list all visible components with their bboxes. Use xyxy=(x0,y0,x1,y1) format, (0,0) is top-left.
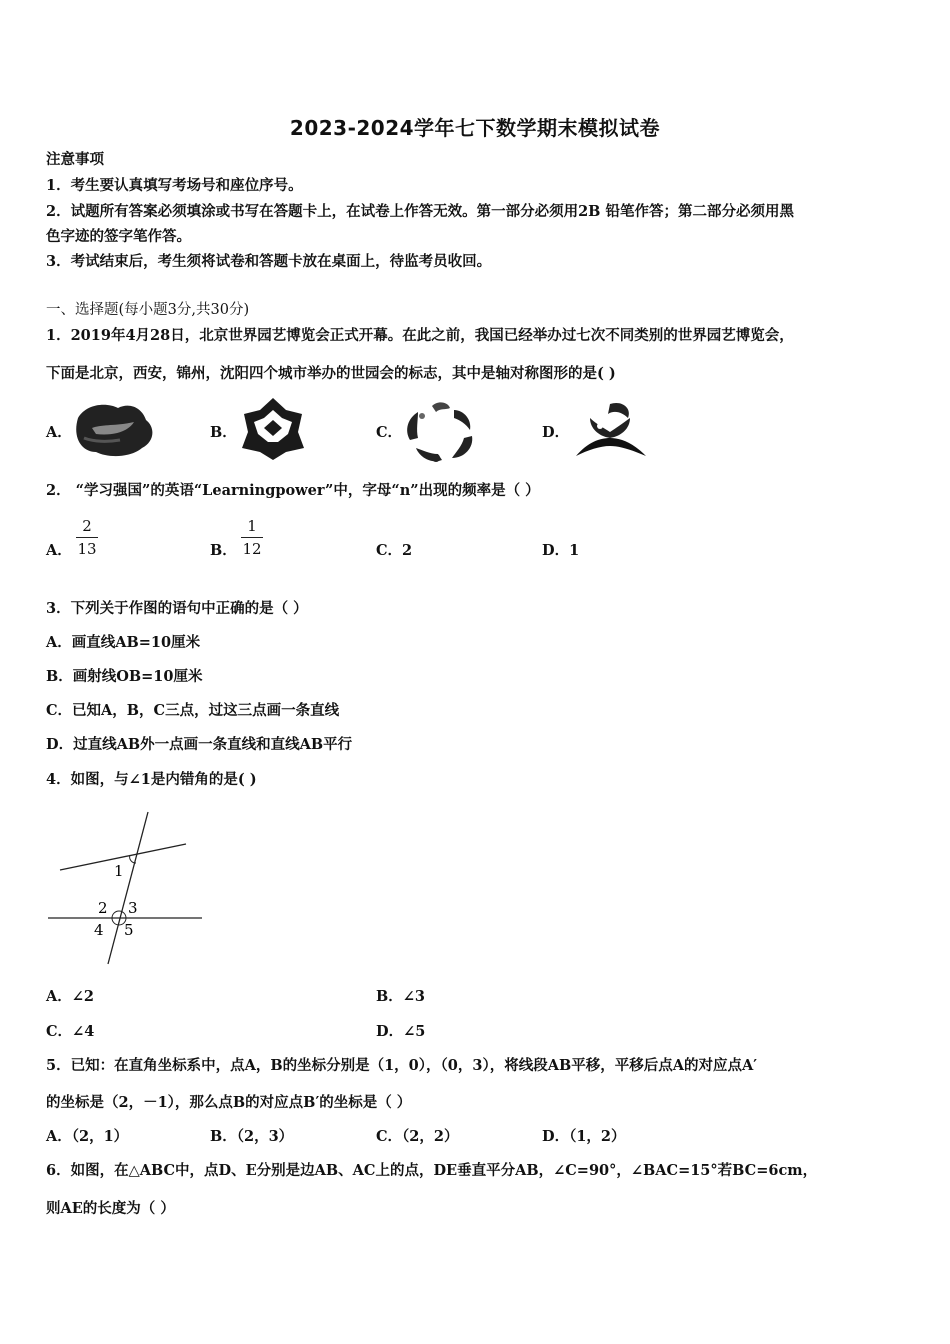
q3-option-d: D．过直线AB外一点画一条直线和直线AB平行 xyxy=(46,736,353,753)
note-item: 1．考生要认真填写考场号和座位序号。 xyxy=(46,177,303,194)
note-item: 2．试题所有答案必须填涂或书写在答题卡上，在试卷上作答无效。第一部分必须用2B 铅笔作答；第二部分必须用黑 xyxy=(46,203,794,220)
q2-option-b: B． xyxy=(210,542,237,559)
xian-logo-icon xyxy=(238,394,308,462)
section-heading: 一、选择题(每小题3分,共30分) xyxy=(46,302,250,318)
beijing-logo-icon xyxy=(72,398,156,462)
fraction-denominator: 13 xyxy=(77,540,97,558)
q3-option-c: C．已知A，B，C三点，过这三点画一条直线 xyxy=(46,702,340,719)
q5-stem-line1: 5．已知：在直角坐标系中，点A，B的坐标分别是（1，0），（0，3），将线段AB平移，平移后点A的对应点A′ xyxy=(46,1057,758,1074)
page-title: 2023-2024学年七下数学期末模拟试卷 xyxy=(289,116,661,140)
q3-stem: 3．下列关于作图的语句中正确的是（ ） xyxy=(46,600,308,617)
q1-option-a: A． xyxy=(46,424,72,441)
q3-option-a: A．画直线AB=10厘米 xyxy=(46,634,201,651)
q2-option-d: D．1 xyxy=(542,542,580,559)
q2-stem: 2． “学习强国”的英语“Learningpower”中，字母“n”出现的频率是（ ） xyxy=(46,482,540,499)
angle-label: 1 xyxy=(114,862,124,880)
angle-label: 3 xyxy=(128,899,138,917)
q1-stem-line1: 1．2019年4月28日，北京世界园艺博览会正式开幕。在此之前，我国已经举办过七次不同类别的世界园艺博览会， xyxy=(46,327,794,344)
q5-option-a: A．（2，1） xyxy=(46,1128,129,1145)
shenyang-logo-icon xyxy=(570,398,650,462)
angle-label: 4 xyxy=(94,921,104,939)
angle-label: 2 xyxy=(98,899,108,917)
q6-stem-line2: 则AE的长度为（ ） xyxy=(46,1200,175,1217)
fraction-denominator: 12 xyxy=(242,540,262,558)
q6-stem-line1: 6．如图，在△ABC中，点D、E分别是边AB、AC上的点，DE垂直平分AB，∠C=90°，∠BAC=15°若BC=6cm， xyxy=(46,1162,818,1179)
fraction-numerator: 1 xyxy=(241,517,263,538)
q2-option-b-fraction xyxy=(241,517,263,558)
q4-option-a: A．∠2 xyxy=(46,988,94,1005)
q1-option-c: C． xyxy=(376,424,403,441)
q4-option-b: B．∠3 xyxy=(376,988,425,1005)
note-item: 色字迹的签字笔作答。 xyxy=(46,228,191,245)
q4-option-c: C．∠4 xyxy=(46,1023,95,1040)
q2-option-a-fraction xyxy=(76,517,98,558)
q1-stem-line2: 下面是北京，西安，锦州，沈阳四个城市举办的世园会的标志，其中是轴对称图形的是( ) xyxy=(46,365,616,382)
q3-option-b: B．画射线OB=10厘米 xyxy=(46,668,203,685)
transversal-line xyxy=(108,812,148,964)
q4-option-d: D．∠5 xyxy=(376,1023,426,1040)
notes-heading: 注意事项 xyxy=(46,151,104,168)
q1-option-b: B． xyxy=(210,424,237,441)
q5-option-d: D．（1，2） xyxy=(542,1128,626,1145)
q5-option-b: B．（2，3） xyxy=(210,1128,294,1145)
q2-option-a: A． xyxy=(46,542,72,559)
q4-stem: 4．如图，与∠1是内错角的是( ) xyxy=(46,771,257,788)
jinzhou-logo-icon xyxy=(402,398,478,464)
angle-label: 5 xyxy=(124,921,134,939)
q1-option-d: D． xyxy=(542,424,570,441)
note-item: 3．考试结束后，考生须将试卷和答题卡放在桌面上，待监考员收回。 xyxy=(46,253,492,270)
fraction-numerator: 2 xyxy=(76,517,98,538)
q2-option-c: C．2 xyxy=(376,542,413,559)
q4-figure xyxy=(44,808,210,968)
q5-stem-line2: 的坐标是（2，－1），那么点B的对应点B′的坐标是（ ） xyxy=(46,1094,412,1111)
q5-option-c: C．（2，2） xyxy=(376,1128,459,1145)
